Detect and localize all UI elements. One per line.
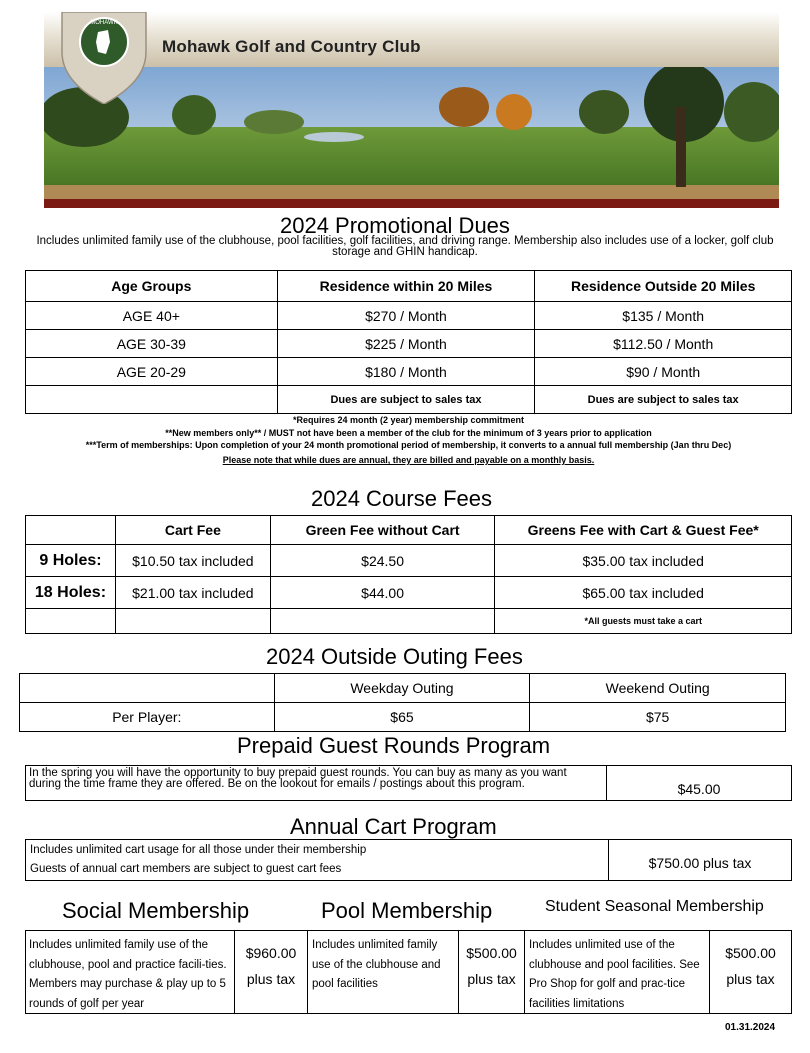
cart-line-1: Includes unlimited cart usage for all those under their membership xyxy=(30,844,367,856)
header-banner xyxy=(44,12,779,208)
table-cell xyxy=(270,609,495,634)
col-header xyxy=(26,516,116,545)
table-cell: AGE 30-39 xyxy=(26,330,278,358)
table-cell: AGE 20-29 xyxy=(26,358,278,386)
cart-price: $750.00 plus tax xyxy=(648,855,752,871)
row-label: 18 Holes: xyxy=(26,577,116,609)
table-cell: $65.00 tax included xyxy=(495,577,792,609)
table-cell: $180 / Month xyxy=(277,358,535,386)
pool-price-tax: plus tax xyxy=(467,971,516,987)
club-name: Mohawk Golf and Country Club xyxy=(162,37,421,56)
table-cell: $75 xyxy=(530,703,786,732)
social-title: Social Membership xyxy=(62,898,250,923)
prepaid-text: In the spring you will have the opportunity to buy prepaid guest rounds. You can buy as many as you want during the time frame they are offered. Be on the lookout for emails / postings about this program. xyxy=(29,767,567,790)
pool-text: Includes unlimited family use of the clubhouse and pool facilities xyxy=(312,939,441,990)
footnote-2: **New members only** / MUST not have been a member of the club for the minimum of 3 years prior to application xyxy=(165,428,652,438)
cart-title: Annual Cart Program xyxy=(290,814,497,839)
social-text: Includes unlimited family use of the clubhouse, pool and practice facili-ties. Members may purchase & play up to 5 rounds of golf per year xyxy=(29,939,227,1010)
col-header: Greens Fee with Cart & Guest Fee* xyxy=(495,516,792,545)
golf-course-photo xyxy=(44,67,779,199)
pool-title: Pool Membership xyxy=(321,898,493,923)
table-cell xyxy=(26,609,116,634)
col-header xyxy=(20,674,275,703)
col-header: Green Fee without Cart xyxy=(270,516,495,545)
col-header: Weekend Outing xyxy=(530,674,786,703)
table-cell: $21.00 tax included xyxy=(115,577,270,609)
footer-date: 01.31.2024 xyxy=(725,1022,776,1033)
social-price-tax: plus tax xyxy=(246,971,296,987)
promo-dues-table xyxy=(25,270,792,414)
social-price: $960.00 xyxy=(245,945,297,961)
student-price-tax: plus tax xyxy=(726,971,775,987)
logo-text: MOHAWK xyxy=(90,20,118,26)
cart-line-2: Guests of annual cart members are subject to guest cart fees xyxy=(30,863,342,875)
footnote-4: Please note that while dues are annual, they are billed and payable on a monthly basis. xyxy=(222,455,595,465)
col-header: Cart Fee xyxy=(115,516,270,545)
prepaid-title: Prepaid Guest Rounds Program xyxy=(237,733,551,758)
table-cell: AGE 40+ xyxy=(26,302,278,330)
promo-title: 2024 Promotional Dues xyxy=(280,213,510,238)
promo-description: Includes unlimited family use of the clubhouse, pool facilities, golf facilities, and driving range. Membership also includes use of a locker, golf club storage and GHIN handicap. xyxy=(36,235,774,258)
table-cell: $65 xyxy=(274,703,530,732)
table-cell: $35.00 tax included xyxy=(495,545,792,577)
table-cell: $135 / Month xyxy=(535,302,792,330)
student-price: $500.00 xyxy=(725,945,776,961)
table-cell: $270 / Month xyxy=(277,302,535,330)
guest-note: *All guests must take a cart xyxy=(495,609,792,634)
student-title: Student Seasonal Membership xyxy=(545,898,764,915)
col-header: Weekday Outing xyxy=(274,674,530,703)
pool-price: $500.00 xyxy=(466,945,517,961)
table-cell: $225 / Month xyxy=(277,330,535,358)
table-cell: $44.00 xyxy=(270,577,495,609)
table-cell: $112.50 / Month xyxy=(535,330,792,358)
banner-red-stripe xyxy=(44,199,779,208)
row-label: Per Player: xyxy=(20,703,275,732)
course-fees-title: 2024 Course Fees xyxy=(311,486,492,511)
col-header: Residence within 20 Miles xyxy=(277,271,535,302)
table-cell: $90 / Month xyxy=(535,358,792,386)
col-header: Residence Outside 20 Miles xyxy=(535,271,792,302)
prepaid-price: $45.00 xyxy=(677,781,721,797)
table-cell xyxy=(115,609,270,634)
student-text: Includes unlimited use of the clubhouse and pool facilities. See Pro Shop for golf and prac-tice facilities limitations xyxy=(529,939,700,1010)
tax-note: Dues are subject to sales tax xyxy=(535,386,792,414)
col-header: Age Groups xyxy=(26,271,278,302)
outing-fees-title: 2024 Outside Outing Fees xyxy=(266,644,523,669)
footnote-1: *Requires 24 month (2 year) membership commitment xyxy=(292,415,525,425)
table-cell: $24.50 xyxy=(270,545,495,577)
club-logo xyxy=(60,12,148,104)
tax-note: Dues are subject to sales tax xyxy=(277,386,535,414)
table-cell xyxy=(26,386,278,414)
course-fees-table xyxy=(25,515,792,634)
row-label: 9 Holes: xyxy=(26,545,116,577)
footnote-3: ***Term of memberships: Upon completion of your 24 month promotional period of membership, it converts to a annual full membership (Jan thru Dec) xyxy=(85,440,732,450)
outing-fees-table xyxy=(19,673,786,732)
table-cell: $10.50 tax included xyxy=(115,545,270,577)
